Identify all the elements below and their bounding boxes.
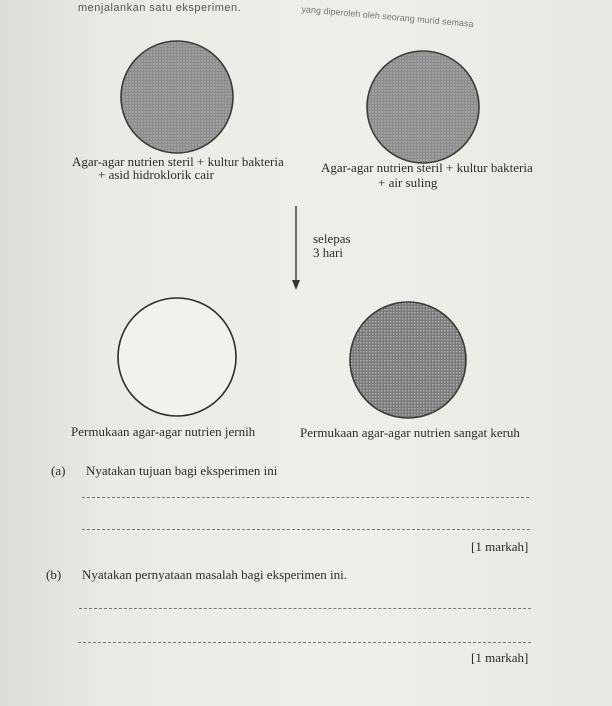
caption-acid-line1: Agar-agar nutrien steril + kultur bakteria [72, 154, 284, 169]
answer-line-a1[interactable] [82, 497, 529, 498]
answer-line-b1[interactable] [79, 608, 531, 609]
caption-cloudy-surface: Permukaan agar-agar nutrien sangat keruh [300, 425, 520, 440]
header-right-text: yang diperoleh oleh seorang murid semasa [301, 4, 474, 30]
question-b-text: Nyatakan pernyataan masalah bagi eksperimen ini. [82, 567, 347, 582]
answer-line-b2[interactable] [78, 642, 531, 643]
time-arrow-head [292, 280, 300, 290]
arrow-label-days: 3 hari [313, 245, 343, 260]
petri-dish-water-after [350, 302, 466, 418]
question-a-marks: [1 markah] [471, 539, 529, 554]
caption-acid-line2: + asid hidroklorik cair [98, 167, 214, 182]
arrow-label-after: selepas [313, 231, 351, 246]
question-b-marks: [1 markah] [471, 650, 529, 665]
question-a-label: (a) [51, 463, 66, 478]
question-a-text: Nyatakan tujuan bagi eksperimen ini [86, 463, 278, 478]
petri-dish-acid-before [121, 41, 233, 153]
caption-clear-surface: Permukaan agar-agar nutrien jernih [71, 424, 256, 439]
caption-water-line2: + air suling [378, 175, 438, 190]
question-b-label: (b) [46, 567, 62, 582]
petri-dish-water-before [367, 51, 479, 163]
header-left-text: menjalankan satu eksperimen. [78, 2, 242, 14]
caption-water-line1: Agar-agar nutrien steril + kultur bakteria [321, 160, 533, 175]
answer-line-a2[interactable] [82, 529, 530, 530]
petri-dish-acid-after [118, 298, 236, 416]
